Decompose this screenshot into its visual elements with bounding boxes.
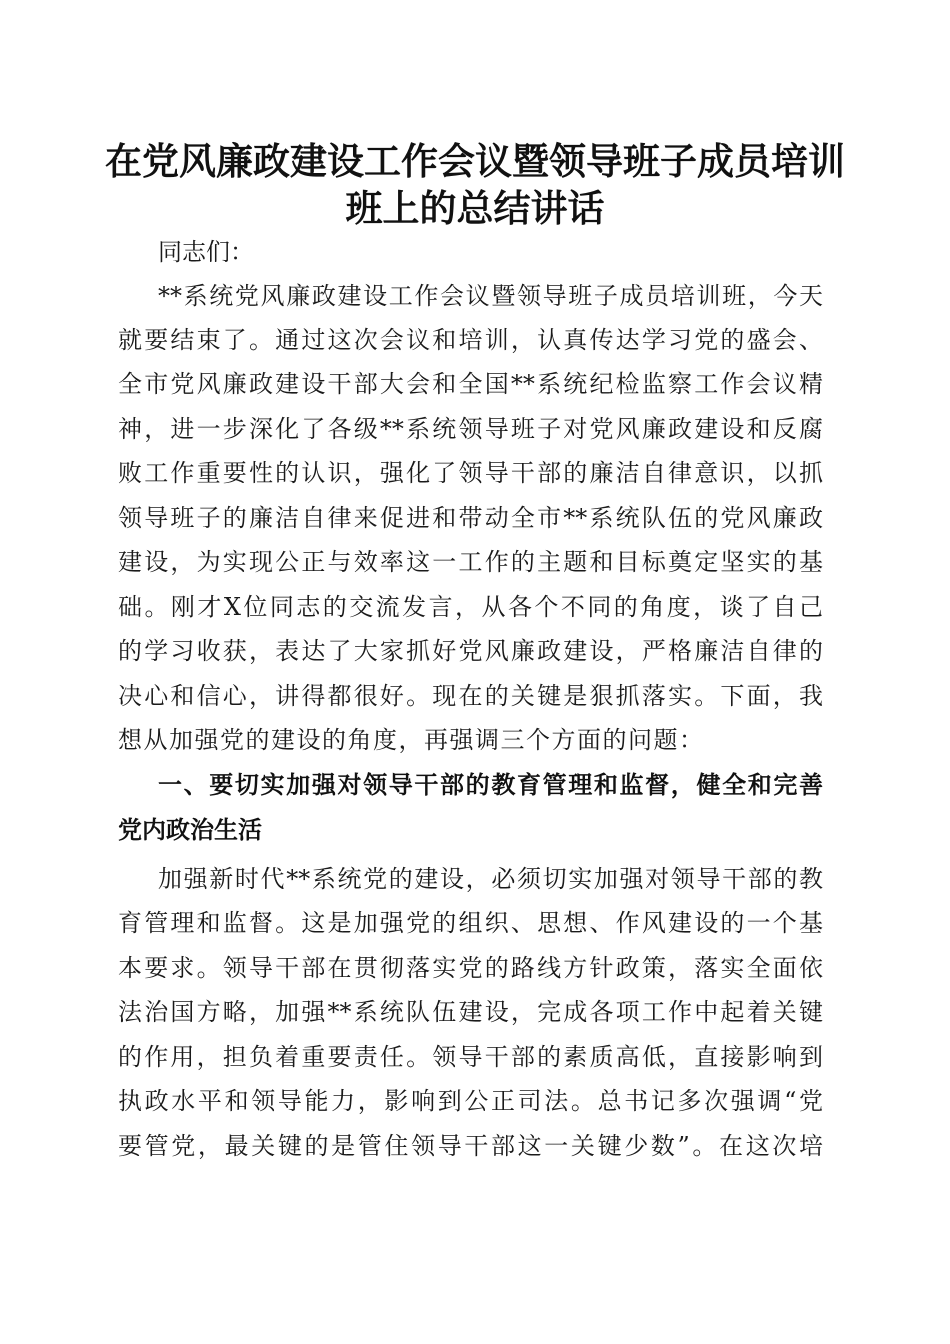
paragraph-1-line: 的学习收获，表达了大家抓好党风廉政建设，严格廉洁自律的 bbox=[118, 637, 823, 665]
paragraph-1-line: 全市党风廉政建设干部大会和全国**系统纪检监察工作会议精 bbox=[118, 370, 823, 398]
section-heading-line: 一、要切实加强对领导干部的教育管理和监督，健全和完善 bbox=[158, 771, 823, 799]
document-title-line-2: 班上的总结讲话 bbox=[345, 186, 605, 230]
paragraph-2-line: 育管理和监督。这是加强党的组织、思想、作风建设的一个基 bbox=[118, 909, 823, 937]
paragraph-2-line: 法治国方略，加强**系统队伍建设，完成各项工作中起着关键 bbox=[118, 998, 823, 1026]
paragraph-1-line: 神，进一步深化了各级**系统领导班子对党风廉政建设和反腐 bbox=[118, 415, 823, 443]
paragraph-1-line: 领导班子的廉洁自律来促进和带动全市**系统队伍的党风廉政 bbox=[118, 504, 823, 532]
section-heading-line: 党内政治生活 bbox=[118, 816, 262, 844]
paragraph-2-line: 的作用，担负着重要责任。领导干部的素质高低，直接影响到 bbox=[118, 1043, 823, 1071]
paragraph-1-line: **系统党风廉政建设工作会议暨领导班子成员培训班，今天 bbox=[158, 282, 823, 310]
paragraph-2-line: 加强新时代**系统党的建设，必须切实加强对领导干部的教 bbox=[158, 865, 823, 893]
paragraph-1-line: 就要结束了。通过这次会议和培训，认真传达学习党的盛会、 bbox=[118, 326, 823, 354]
document-title-line-1: 在党风廉政建设工作会议暨领导班子成员培训 bbox=[105, 139, 845, 183]
paragraph-1-line: 败工作重要性的认识，强化了领导干部的廉洁自律意识，以抓 bbox=[118, 459, 823, 487]
paragraph-2-line: 本要求。领导干部在贯彻落实党的路线方针政策，落实全面依 bbox=[118, 954, 823, 982]
salutation: 同志们： bbox=[158, 238, 254, 266]
paragraph-1-line: 建设，为实现公正与效率这一工作的主题和目标奠定坚实的基 bbox=[118, 548, 823, 576]
paragraph-1-line: 础。刚才X位同志的交流发言，从各个不同的角度，谈了自己 bbox=[118, 593, 823, 621]
paragraph-2-line: 执政水平和领导能力，影响到公正司法。总书记多次强调“党 bbox=[118, 1087, 823, 1115]
paragraph-1-line: 决心和信心，讲得都很好。现在的关键是狠抓落实。下面，我 bbox=[118, 682, 823, 710]
paragraph-2-line: 要管党，最关键的是管住领导干部这一关键少数”。在这次培 bbox=[118, 1132, 823, 1160]
paragraph-1-line: 想从加强党的建设的角度，再强调三个方面的问题： bbox=[118, 726, 705, 754]
